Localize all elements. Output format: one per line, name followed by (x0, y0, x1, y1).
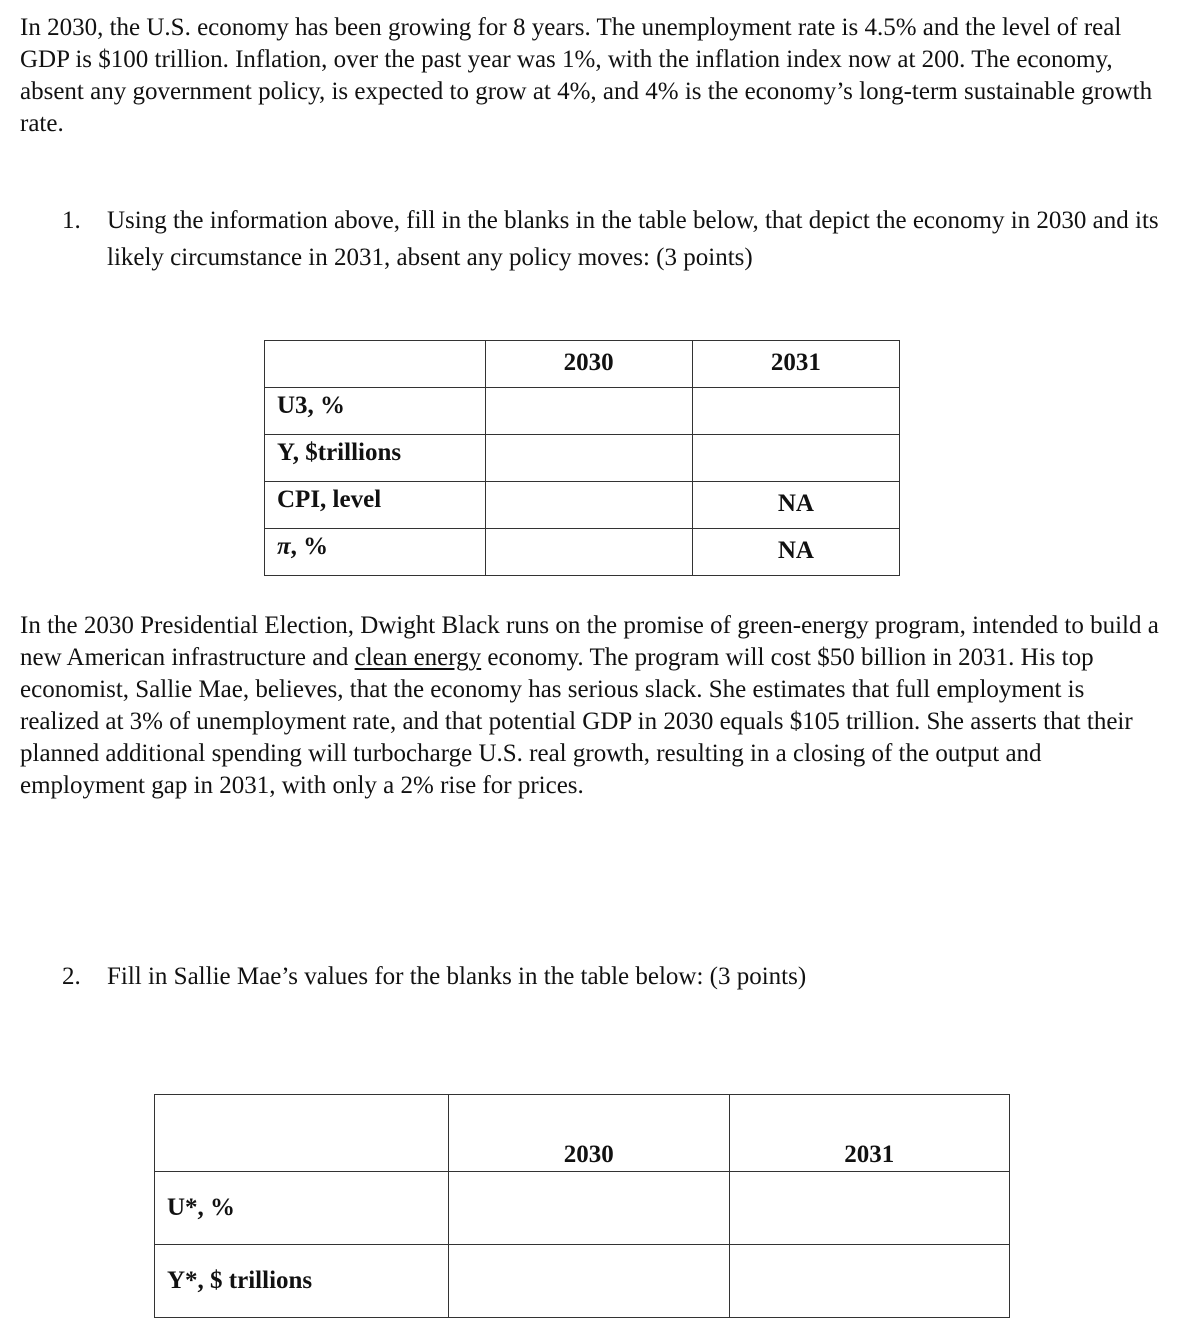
inflation-label-suffix: , % (290, 533, 329, 560)
cell-cpi-2031: NA (692, 482, 899, 529)
table-row-u3 (265, 388, 900, 435)
question-1 (62, 202, 1162, 276)
cell-potential-gdp-2030[interactable] (449, 1245, 729, 1318)
row-label-u3: U3, % (265, 388, 486, 435)
table-row-potential-gdp (155, 1245, 1010, 1318)
table-header-2031: 2031 (729, 1095, 1009, 1172)
intro-paragraph: In 2030, the U.S. economy has been growing for 8 years. The unemployment rate is 4.5% and the level of real GDP is $100 trillion. Inflation, over the past year was 1%, with the inflation index now at 200. The economy, absent any government policy, is expected to grow at 4%, and 4% is the economy’s long-term sustainable growth rate. (20, 14, 1153, 137)
sallie-mae-table (154, 1094, 1010, 1318)
economy-table-2030-2031 (264, 340, 900, 576)
election-paragraph (20, 610, 1160, 802)
cell-u3-2030[interactable] (485, 388, 692, 435)
cell-inflation-2031: NA (692, 529, 899, 576)
row-label-inflation (265, 529, 486, 576)
cell-cpi-2030[interactable] (485, 482, 692, 529)
row-label-real-gdp: Y, $trillions (265, 435, 486, 482)
row-label-cpi: CPI, level (265, 482, 486, 529)
question-2-text: Fill in Sallie Mae’s values for the blanks in the table below: (3 points) (107, 963, 807, 990)
pi-symbol: π (277, 533, 291, 560)
cell-inflation-2030[interactable] (485, 529, 692, 576)
cell-u3-2031[interactable] (692, 388, 899, 435)
cell-natural-unemployment-2031[interactable] (729, 1172, 1009, 1245)
question-1-number: 1. (62, 207, 81, 234)
table-header-blank (155, 1095, 449, 1172)
cell-real-gdp-2030[interactable] (485, 435, 692, 482)
question-2-number: 2. (62, 963, 81, 990)
table-header-2030: 2030 (485, 341, 692, 388)
table-row-cpi (265, 482, 900, 529)
cell-potential-gdp-2031[interactable] (729, 1245, 1009, 1318)
election-text-after: economy. The program will cost $50 billion in 2031. His top economist, Sallie Mae, believes, that the economy has serious slack. She estimates that full employment is realized at 3% of unemployment rate, and that potential GDP in 2030 equals $105 trillion. She asserts that their planned additional spending will turbocharge U.S. real growth, resulting in a closing of the output and employment gap in 2031, with only a 2% rise for prices. (20, 644, 1133, 799)
cell-natural-unemployment-2030[interactable] (449, 1172, 729, 1245)
table-header-row (265, 341, 900, 388)
question-1-text: Using the information above, fill in the blanks in the table below, that depict the economy in 2030 and its likely circumstance in 2031, absent any policy moves: (3 points) (107, 207, 1159, 271)
table-row-inflation (265, 529, 900, 576)
cell-real-gdp-2031[interactable] (692, 435, 899, 482)
question-2 (62, 958, 1162, 995)
table-header-2030: 2030 (449, 1095, 729, 1172)
table-header-blank (265, 341, 486, 388)
clean-energy-underlined: clean energy (354, 644, 482, 671)
row-label-potential-gdp: Y*, $ trillions (155, 1245, 449, 1318)
row-label-natural-unemployment: U*, % (155, 1172, 449, 1245)
table-row-natural-unemployment (155, 1172, 1010, 1245)
table-row-real-gdp (265, 435, 900, 482)
table-header-2031: 2031 (692, 341, 899, 388)
election-text-before: In the 2030 Presidential Election, Dwight Black runs on the promise of green-energy program, intended to build a new American infrastructure and (20, 612, 1159, 671)
table-header-row (155, 1095, 1010, 1172)
